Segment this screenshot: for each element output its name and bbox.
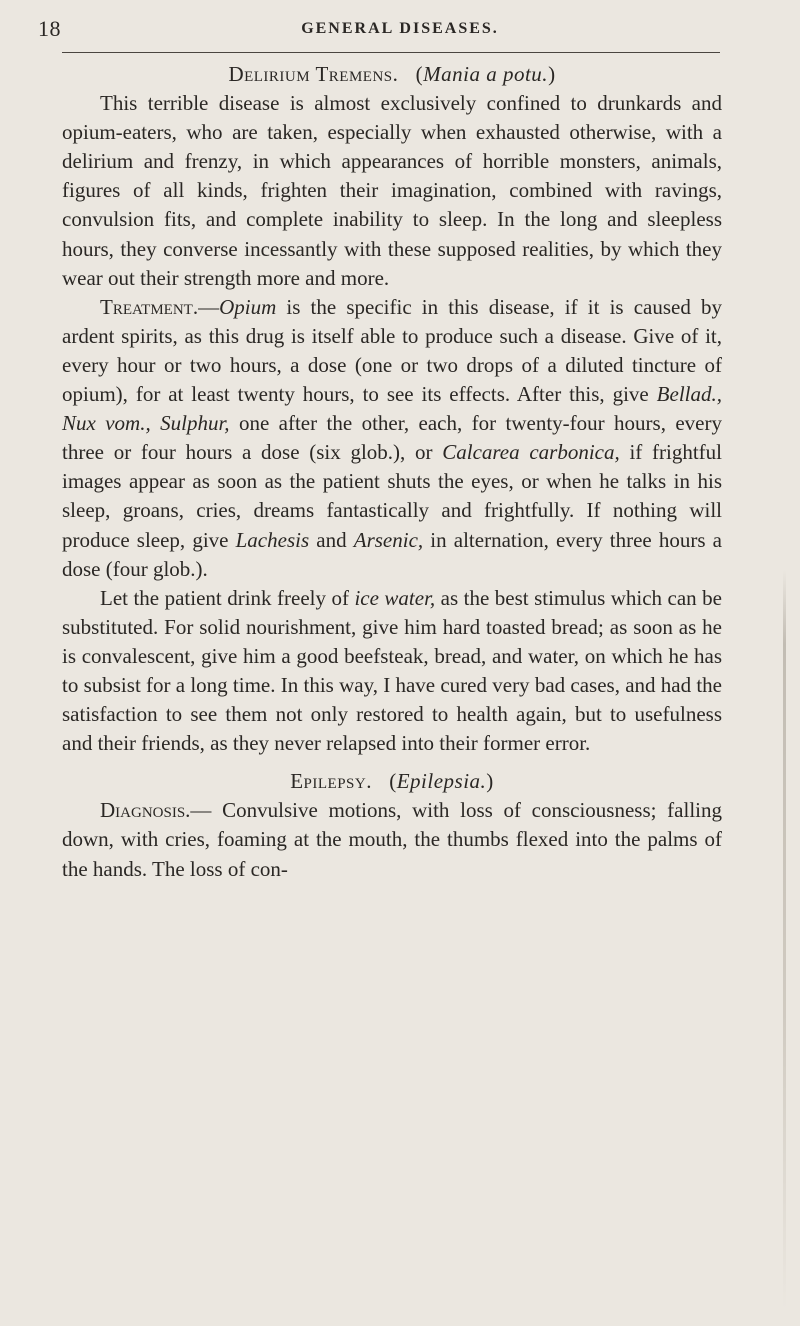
treatment-text-2: one after the other, each, for twenty-four hours, every three or four hours a dose (six glob.), or: [62, 411, 722, 465]
remedy-lachesis: Lachesis: [235, 527, 310, 552]
delirium-latin: Mania a potu.: [423, 62, 549, 86]
treatment-label: Treatment.—: [100, 294, 220, 319]
remedy-arsenic: Arsenic,: [353, 527, 424, 552]
page-body: [62, 60, 722, 884]
epilepsy-title: Epilepsy.: [290, 769, 372, 794]
header-rule: [62, 52, 720, 53]
remedy-calcarea: Calcarea carbonica,: [442, 440, 620, 465]
epilepsy-latin: Epilepsia.: [396, 769, 487, 794]
epilepsy-heading: Epilepsy. (Epilepsia.): [290, 769, 494, 794]
diet-text-2: as the best stimulus which can be substituted. For solid nourishment, give him hard toasted bread; as soon as he is convalescent, give him a good beefsteak, bread, and water, on which he has to subsist for a long time. In this way, I have cured very bad cases, and had the satisfaction to see them not only restored to health again, but to usefulness and their friends, as they never relapsed into their former error.: [62, 585, 722, 756]
remedy-opium: Opium: [219, 294, 277, 319]
diet-paragraph: [62, 584, 722, 759]
treatment-text-3: if frightful images appear as soon as the patient shuts the eyes, or when he talks in his sleep, groans, cries, dreams fantastically and frightfully. If nothing will produce sleep, give: [62, 440, 723, 552]
ice-water: ice water,: [354, 585, 436, 610]
treatment-paragraph: [62, 293, 722, 584]
treatment-text-4: and: [309, 527, 354, 552]
diagnosis-text: Convulsive motions, with loss of consciousness; falling down, with cries, foaming at the mouth, the thumbs flexed into the palms of the hands. The loss of con-: [62, 798, 722, 881]
page-number: 18: [38, 16, 61, 41]
diagnosis-label: Diagnosis.—: [100, 798, 212, 823]
diagnosis-paragraph: [62, 796, 722, 883]
treatment-text-1: is the specific in this disease, if it is caused by ardent spirits, as this drug is itself able to produce such a disease. Give of it, every hour or two hours, a dose (one or two drops of a diluted tincture of opium), for at least twenty hours, to see its effects. After this, give: [62, 294, 722, 407]
delirium-heading: Delirium Tremens. (Mania a potu.): [228, 62, 556, 86]
delirium-description: This terrible disease is almost exclusively confined to drunkards and opium-eaters, who are taken, especially when exhausted otherwise, with a delirium and frenzy, in which appearances of horrible monsters, animals, figures of all kinds, frighten their imagination, combined with ravings, convulsion fits, and complete inability to sleep. In the long and sleepless hours, they converse incessantly with these supposed realities, by which they wear out their strength more and more.: [62, 91, 722, 290]
treatment-text-5: in alternation, every three hours a dose (four glob.).: [62, 527, 722, 581]
page-edge-shadow: [783, 570, 786, 1310]
diet-text-1: Let the patient drink freely of: [100, 585, 355, 610]
remedy-bellad-nux-sulphur: Bellad., Nux vom., Sulphur,: [62, 382, 722, 436]
running-title: GENERAL DISEASES.: [301, 20, 499, 37]
delirium-title: Delirium Tremens.: [228, 62, 399, 86]
